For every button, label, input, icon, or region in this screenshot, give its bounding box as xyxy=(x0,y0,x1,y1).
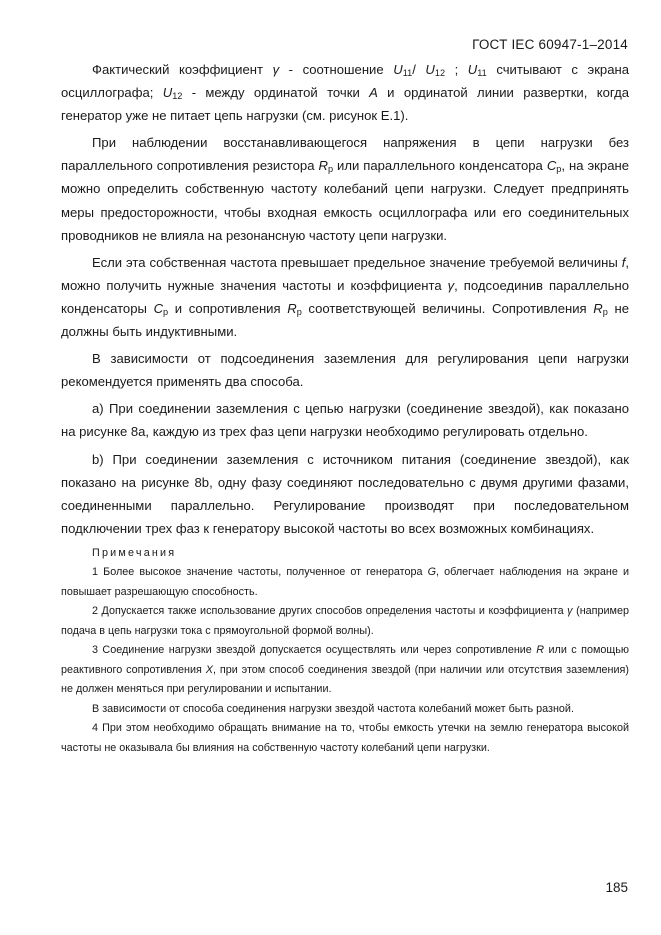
note-4: 4 При этом необходимо обращать внимание на то, чтобы емкость утечки на землю генератора высокой частоты не оказывала бы влияния на собственную частоту колебаний цепи нагрузки. xyxy=(61,722,629,754)
notes-section xyxy=(61,544,629,759)
text: считывают с экрана осциллографа; xyxy=(61,62,630,101)
subscript: 11 xyxy=(402,68,413,78)
notes-heading: Примечания xyxy=(92,546,177,559)
paragraph-natural-frequency xyxy=(61,251,629,343)
text: - между ординатой точки xyxy=(182,85,370,101)
text: 3 Соединение нагрузки звездой допускается осуществлять или через сопротивление xyxy=(92,644,537,657)
subscript: 12 xyxy=(172,91,183,102)
text: или с помощью реактивного сопротивления xyxy=(61,644,629,676)
symbol-u: U xyxy=(393,62,403,77)
symbol-a: A xyxy=(369,85,378,101)
text: , на экране можно определить собственную частоту колебаний цепи нагрузки. Следует предпринять меры предосторожности, чтобы входная емкость осциллографа или его соединительных проводников не влияла на резонансную частоту цепи нагрузки. xyxy=(61,158,629,243)
symbol-u: U xyxy=(467,62,478,77)
symbol-c: C xyxy=(153,300,164,316)
text: , подсоединив параллельно конденсаторы xyxy=(61,277,629,316)
symbol-gamma: γ xyxy=(447,277,455,293)
note-2 xyxy=(61,602,629,641)
paragraph-method-a: a) При соединении заземления с цепью нагрузки (соединение звездой), как показано на рисунке 8a, каждую из трех фаз цепи нагрузки необходимо регулировать отдельно. xyxy=(61,401,629,440)
text: 1 Более высокое значение частоты, полученное от генератора xyxy=(92,566,428,579)
subscript: p xyxy=(556,164,562,175)
symbol-x: X xyxy=(205,663,213,676)
document-body xyxy=(61,58,629,758)
text: / xyxy=(412,62,426,77)
text: - соотношение xyxy=(279,62,394,77)
symbol-r: R xyxy=(287,300,297,316)
subscript: 12 xyxy=(434,68,446,78)
symbol-r: R xyxy=(318,158,328,174)
text: , облегчает наблюдения на экране и повышает разрешающую способность. xyxy=(61,566,629,598)
symbol-gamma: γ xyxy=(567,605,573,618)
page-header: ГОСТ IEC 60947-1–2014 xyxy=(472,37,628,52)
paragraph-method-b: b) При соединении заземления с источником питания (соединение звездой), как показано на рисунке 8b, одну фазу соединяют последовательно с двумя другими фазами, соединенными параллельно. Регулирование производят при последовательном подключении трех фаз к генератору высокой частоты во всех возможных комбинациях. xyxy=(61,451,629,536)
paragraph-recovery-voltage xyxy=(61,131,629,246)
symbol-u: U xyxy=(162,85,173,101)
paragraph-grounding-methods: В зависимости от подсоединения заземления для регулирования цепи нагрузки рекомендуется применять два способа. xyxy=(61,351,629,390)
subscript: p xyxy=(163,306,169,317)
subscript: p xyxy=(327,164,334,175)
text: Если эта собственная частота превышает предельное значение требуемой величины xyxy=(92,254,622,270)
paragraph-gamma-ratio xyxy=(61,58,629,127)
text: и сопротивления xyxy=(168,300,288,316)
text: При наблюдении восстанавливающегося напряжения в цепи нагрузки без параллельного сопротивления резистора xyxy=(61,135,629,174)
text: , можно получить нужные значения частоты и коэффициента xyxy=(61,254,629,293)
text: и ординатой линии развертки, когда генератор уже не питает цепь нагрузки (см. рисунок Е.1). xyxy=(61,85,629,124)
text: соответствующей величины. Сопротивления xyxy=(301,300,594,316)
symbol-r: R xyxy=(536,644,545,657)
text: или параллельного конденсатора xyxy=(333,158,547,174)
subscript: p xyxy=(602,306,608,317)
subscript: 11 xyxy=(477,68,487,78)
symbol-r: R xyxy=(593,300,603,316)
text: (например подача в цепь нагрузки тока с прямоугольной формой волны). xyxy=(61,605,629,637)
text: Фактический коэффициент xyxy=(92,62,273,77)
note-1 xyxy=(61,563,629,602)
text: ; xyxy=(445,62,468,77)
note-3-continuation: В зависимости от способа соединения нагрузки звездой частота колебаний может быть разной. xyxy=(92,702,574,715)
symbol-gamma: γ xyxy=(272,62,280,77)
symbol-g: G xyxy=(427,566,436,579)
symbol-f: f xyxy=(621,254,626,270)
text: не должны быть индуктивными. xyxy=(61,300,630,340)
subscript: p xyxy=(296,306,302,317)
symbol-u: U xyxy=(425,62,435,77)
note-3 xyxy=(61,641,629,700)
page-number: 185 xyxy=(605,880,628,895)
symbol-c: C xyxy=(546,158,557,174)
text: , при этом способ соединения звездой (при наличии или отсутствия заземления) не должен меняться при регулировании и испытании. xyxy=(61,663,629,696)
text: 2 Допускается также использование других способов определения частоты и коэффициента xyxy=(92,605,568,618)
